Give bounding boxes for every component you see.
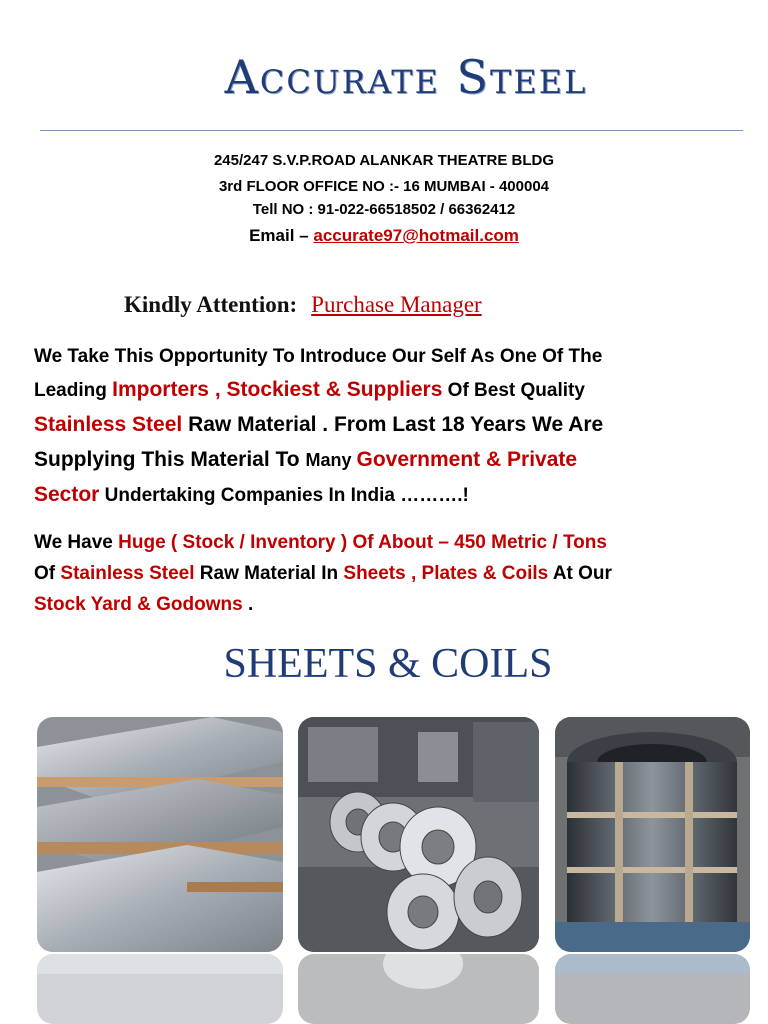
stock-text: At Our bbox=[548, 563, 612, 584]
intro-line-2 bbox=[34, 373, 749, 408]
intro-line-3 bbox=[34, 408, 749, 443]
stock-text: We Have bbox=[34, 532, 119, 553]
stock-highlight: Stainless Steel bbox=[60, 563, 195, 584]
attention-role: Purchase Manager bbox=[311, 292, 482, 317]
intro-line-4 bbox=[34, 443, 749, 478]
stock-highlight: Stock Yard & Godowns bbox=[34, 594, 243, 615]
intro-highlight: Government & Private bbox=[356, 448, 578, 471]
attention-line bbox=[124, 292, 482, 318]
intro-text: Supplying This Material To bbox=[34, 448, 306, 471]
address-line-1: 245/247 S.V.P.ROAD ALANKAR THEATRE BLDG bbox=[213, 152, 555, 169]
stock-highlight: Sheets , Plates & Coils bbox=[343, 563, 549, 584]
stock-line-1 bbox=[34, 527, 749, 558]
email-line bbox=[0, 226, 768, 246]
intro-highlight: Importers , Stockiest & Suppliers bbox=[112, 378, 443, 401]
email-label: Email – bbox=[249, 226, 309, 245]
intro-line-5 bbox=[34, 478, 749, 513]
stock-line-2 bbox=[34, 558, 749, 589]
sheets-photo-reflection bbox=[37, 954, 283, 1024]
stock-paragraph bbox=[34, 527, 749, 620]
intro-highlight: Sector bbox=[34, 483, 100, 506]
stock-text: Of bbox=[34, 563, 61, 584]
intro-text: We Take This Opportunity To Introduce Our Self As One Of The bbox=[34, 346, 603, 367]
phone-line: Tell NO : 91-022-66518502 / 66362412 bbox=[252, 201, 516, 218]
stock-line-3 bbox=[34, 589, 749, 620]
strip-coil-reflection bbox=[555, 954, 750, 1024]
intro-highlight: Stainless Steel bbox=[34, 413, 183, 436]
intro-paragraph bbox=[34, 340, 749, 513]
stock-highlight: Huge ( Stock / Inventory ) Of About – 450 Metric / Tons bbox=[118, 532, 607, 553]
intro-line-1 bbox=[34, 340, 749, 373]
email-link[interactable]: accurate97@hotmail.com bbox=[313, 226, 519, 245]
intro-text: Undertaking Companies In India ……….! bbox=[99, 485, 469, 506]
address-line-2: 3rd FLOOR OFFICE NO :- 16 MUMBAI - 400004 bbox=[218, 178, 550, 195]
coils-photo-reflection bbox=[298, 954, 539, 1024]
attention-label: Kindly Attention: bbox=[124, 292, 298, 317]
stock-text: . bbox=[242, 594, 254, 615]
section-heading: SHEETS & COILS bbox=[223, 641, 553, 687]
stock-text: Raw Material In bbox=[194, 563, 344, 584]
header-divider bbox=[40, 130, 743, 131]
intro-text: Raw Material . From Last 18 Years We Are bbox=[182, 413, 604, 436]
intro-text: Many bbox=[305, 450, 357, 470]
intro-text: Leading bbox=[34, 380, 113, 401]
strip-coil-photo bbox=[555, 717, 750, 952]
stacked-sheets-photo bbox=[37, 717, 283, 952]
company-title: Accurate Steel bbox=[224, 50, 588, 104]
steel-coils-warehouse-photo bbox=[298, 717, 539, 952]
intro-text: Of Best Quality bbox=[442, 380, 585, 401]
